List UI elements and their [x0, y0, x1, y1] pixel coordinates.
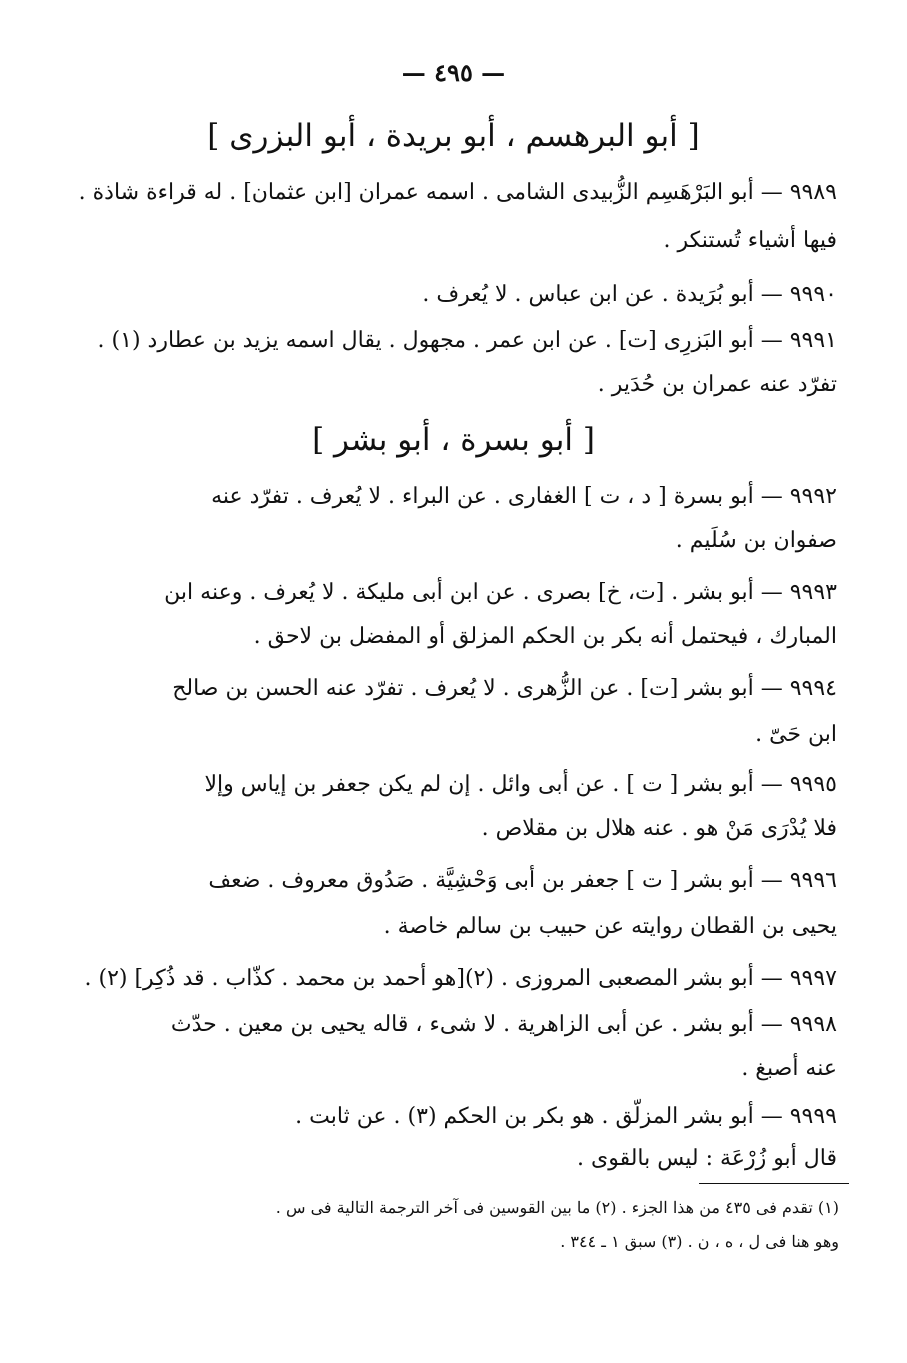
entry-9998-line-1: ٩٩٩٨ — أبو بشر . عن أبى الزاهرية . لا شىء ، قاله يحيى بن معين . حدّث — [170, 1012, 837, 1037]
entry-9989-line-2: فيها أشياء تُستنكر . — [663, 228, 837, 253]
entry-9997: ٩٩٩٧ — أبو بشر المصعبى المروزى . (٢)[هو أحمد بن محمد . كذّاب . قد ذُكِر] (٢) . — [84, 966, 837, 991]
footnote-line-1: (١) تقدم فى ٤٣٥ من هذا الجزء . (٢) ما بين القوسين فى آخر الترجمة التالية فى س . — [275, 1198, 839, 1217]
section-heading-1: [ أبو البرهسم ، أبو بريدة ، أبو البزرى ] — [207, 118, 700, 154]
entry-9992-line-1: ٩٩٩٢ — أبو بسرة [ د ، ت ] الغفارى . عن البراء . لا يُعرف . تفرّد عنه — [211, 484, 837, 509]
entry-9996-line-2: يحيى بن القطان روايته عن حبيب بن سالم خاصة . — [383, 914, 837, 939]
entry-9996-line-1: ٩٩٩٦ — أبو بشر [ ت ] جعفر بن أبى وَحْشِيَّة . صَدُوق معروف . ضعف — [208, 868, 837, 893]
entry-9995-line-2: فلا يُدْرَى مَنْ هو . عنه هلال بن مقلاص . — [481, 816, 837, 841]
entry-9989-line-1: ٩٩٨٩ — أبو البَرْهَسِم الزُّبيدى الشامى . اسمه عمران [ابن عثمان] . له قراءة شاذة . — [78, 180, 837, 205]
entry-9991-line-2: تفرّد عنه عمران بن حُدَير . — [597, 372, 837, 397]
footnote-rule — [699, 1183, 849, 1184]
entry-9990: ٩٩٩٠ — أبو بُرَيدة . عن ابن عباس . لا يُعرف . — [422, 282, 837, 307]
page-number: — ٤٩٥ — — [401, 58, 506, 87]
entry-9999-line-2: قال أبو زُرْعَة : ليس بالقوى . — [577, 1146, 837, 1171]
entry-9993-line-1: ٩٩٩٣ — أبو بشر . [ت، خ] بصرى . عن ابن أبى مليكة . لا يُعرف . وعنه ابن — [164, 580, 837, 605]
entry-9993-line-2: المبارك ، فيحتمل أنه بكر بن الحكم المزلق أو المفضل بن لاحق . — [253, 624, 837, 649]
section-heading-2: [ أبو بسرة ، أبو بشر ] — [312, 422, 595, 458]
entry-9991-line-1: ٩٩٩١ — أبو البَزرِى [ت] . عن ابن عمر . مجهول . يقال اسمه يزيد بن عطارد (١) . — [97, 328, 837, 353]
entry-9995-line-1: ٩٩٩٥ — أبو بشر [ ت ] . عن أبى وائل . إن لم يكن جعفر بن إياس وإلا — [204, 772, 837, 797]
entry-9999-line-1: ٩٩٩٩ — أبو بشر المزلّق . هو بكر بن الحكم (٣) . عن ثابت . — [295, 1104, 837, 1129]
entry-9994-line-2: ابن حَىّ . — [755, 722, 837, 747]
entry-9994-line-1: ٩٩٩٤ — أبو بشر [ت] . عن الزُّهرى . لا يُعرف . تفرّد عنه الحسن بن صالح — [172, 676, 837, 701]
entry-9998-line-2: عنه أصبغ . — [741, 1056, 837, 1081]
entry-9992-line-2: صفوان بن سُلَيم . — [675, 528, 837, 553]
footnote-line-2: وهو هنا فى ل ، ه ، ن . (٣) سبق ١ ـ ٣٤٤ . — [560, 1232, 839, 1251]
